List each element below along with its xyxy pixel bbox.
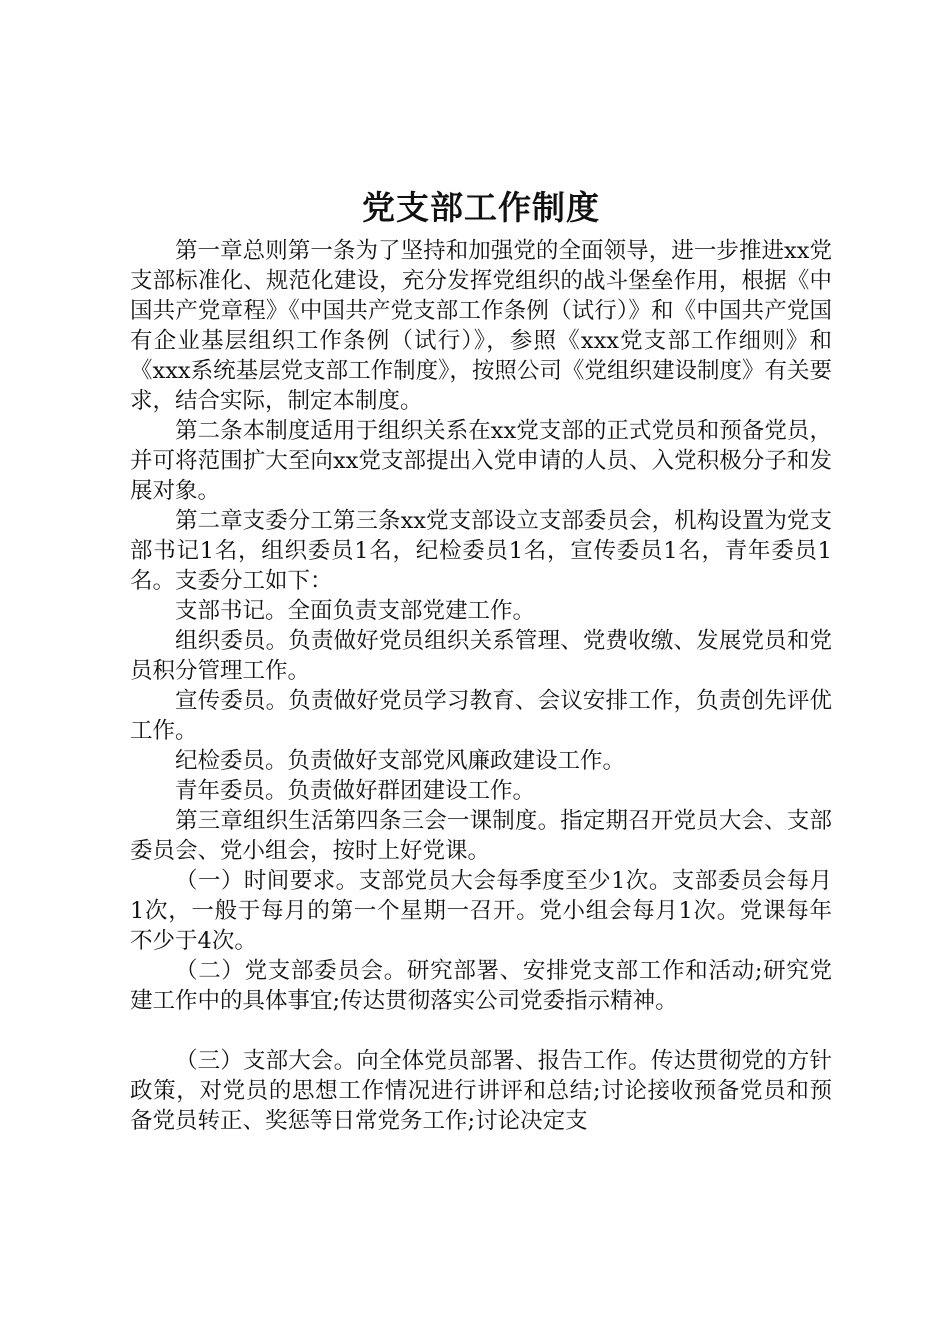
paragraph-branch-committee: （二）党支部委员会。研究部署、安排党支部工作和活动;研究党建工作中的具体事宜;传达贯彻落实公司党委指示精神。 — [130, 958, 832, 1014]
paragraph-general-meeting: （三）支部大会。向全体党员部署、报告工作。传达贯彻党的方针政策，对党员的思想工作情况进行讲评和总结;讨论接收预备党员和预备党员转正、奖惩等日常党务工作;讨论决定支 — [130, 1048, 832, 1134]
paragraph-discipline-member: 纪检委员。负责做好支部党风廉政建设工作。 — [175, 748, 626, 774]
paragraph-organizational-life: 第三章组织生活第四条三会一课制度。指定期召开党员大会、支部委员会、党小组会，按时上好党课。 — [130, 808, 832, 864]
paragraph-spacer — [130, 1016, 832, 1046]
paragraph-committee-setup: 第二章支委分工第三条xx党支部设立支部委员会，机构设置为党支部书记1名，组织委员1名，纪检委员1名，宣传委员1名，青年委员1名。支委分工如下： — [130, 508, 832, 594]
paragraph-youth-member: 青年委员。负责做好群团建设工作。 — [175, 778, 536, 804]
document-title: 党支部工作制度 — [362, 188, 600, 227]
paragraph-general-provisions: 第一章总则第一条为了坚持和加强党的全面领导，进一步推进xx党支部标准化、规范化建设，充分发挥党组织的战斗堡垒作用，根据《中国共产党章程》《中国共产党支部工作条例（试行）》和《中国共产党国有企业基层组织工作条例（试行）》，参照《xxx党支部工作细则》和《xxx系统基层党支部工作制度》，按照公司《党组织建设制度》有关要求，结合实际，制定本制度。 — [130, 238, 832, 414]
paragraph-secretary: 支部书记。全面负责支部党建工作。 — [175, 598, 536, 624]
paragraph-scope: 第二条本制度适用于组织关系在xx党支部的正式党员和预备党员，并可将范围扩大至向xx党支部提出入党申请的人员、入党积极分子和发展对象。 — [130, 418, 832, 504]
paragraph-time-requirements: （一）时间要求。支部党员大会每季度至少1次。支部委员会每月1次，一般于每月的第一个星期一召开。党小组会每月1次。党课每年不少于4次。 — [130, 868, 832, 954]
document-page — [130, 180, 832, 1136]
paragraph-publicity-member: 宣传委员。负责做好党员学习教育、会议安排工作，负责创先评优工作。 — [130, 688, 832, 744]
paragraph-organization-member: 组织委员。负责做好党员组织关系管理、党费收缴、发展党员和党员积分管理工作。 — [130, 628, 832, 684]
